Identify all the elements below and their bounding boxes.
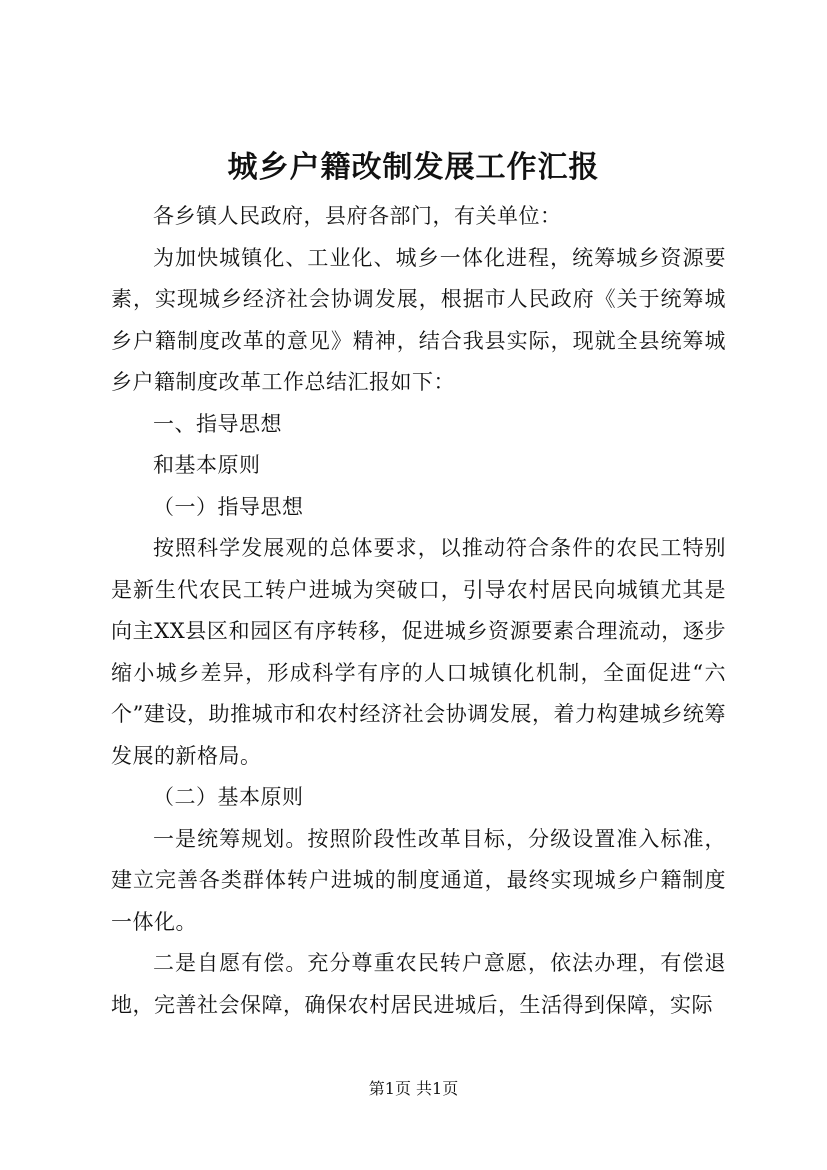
principle-one-paragraph: 一是统筹规划。按照阶段性改革目标，分级设置准入标准，建立完善各类群体转户进城的制度通道，最终实现城乡户籍制度一体化。 <box>111 826 726 934</box>
principle-two-paragraph: 二是自愿有偿。充分尊重农民转户意愿，依法办理，有偿退地，完善社会保障，确保农村居民进城后，生活得到保障，实际 <box>111 951 726 1017</box>
page-footer: 第1页 共1页 <box>368 1079 459 1098</box>
subsection-heading-basic-principles: （二）基本原则 <box>153 785 304 809</box>
salutation-paragraph: 各乡镇人民政府，县府各部门，有关单位： <box>153 204 562 228</box>
intro-paragraph: 为加快城镇化、工业化、城乡一体化进程，统筹城乡资源要素，实现城乡经济社会协调发展，根据市人民政府《关于统筹城乡户籍制度改革的意见》精神，结合我县实际，现就全县统筹城乡户籍制度改革工作总结汇报如下： <box>111 245 726 394</box>
document-body <box>111 196 726 1026</box>
guiding-thought-paragraph: 按照科学发展观的总体要求，以推动符合条件的农民工特别是新生代农民工转户进城为突破口，引导农村居民向城镇尤其是向主XX县区和园区有序转移，促进城乡资源要素合理流动，逐步缩小城乡差异，形成科学有序的人口城镇化机制，全面促进“六个”建设，助推城市和农村经济社会协调发展，着力构建城乡统筹发展的新格局。 <box>111 536 726 768</box>
subsection-heading-guiding-thought: （一）指导思想 <box>153 494 304 519</box>
section-heading-basic-principles: 和基本原则 <box>153 453 261 477</box>
document-title: 城乡户籍改制发展工作汇报 <box>227 150 600 185</box>
section-heading-guiding-thought: 一、指导思想 <box>153 411 282 436</box>
